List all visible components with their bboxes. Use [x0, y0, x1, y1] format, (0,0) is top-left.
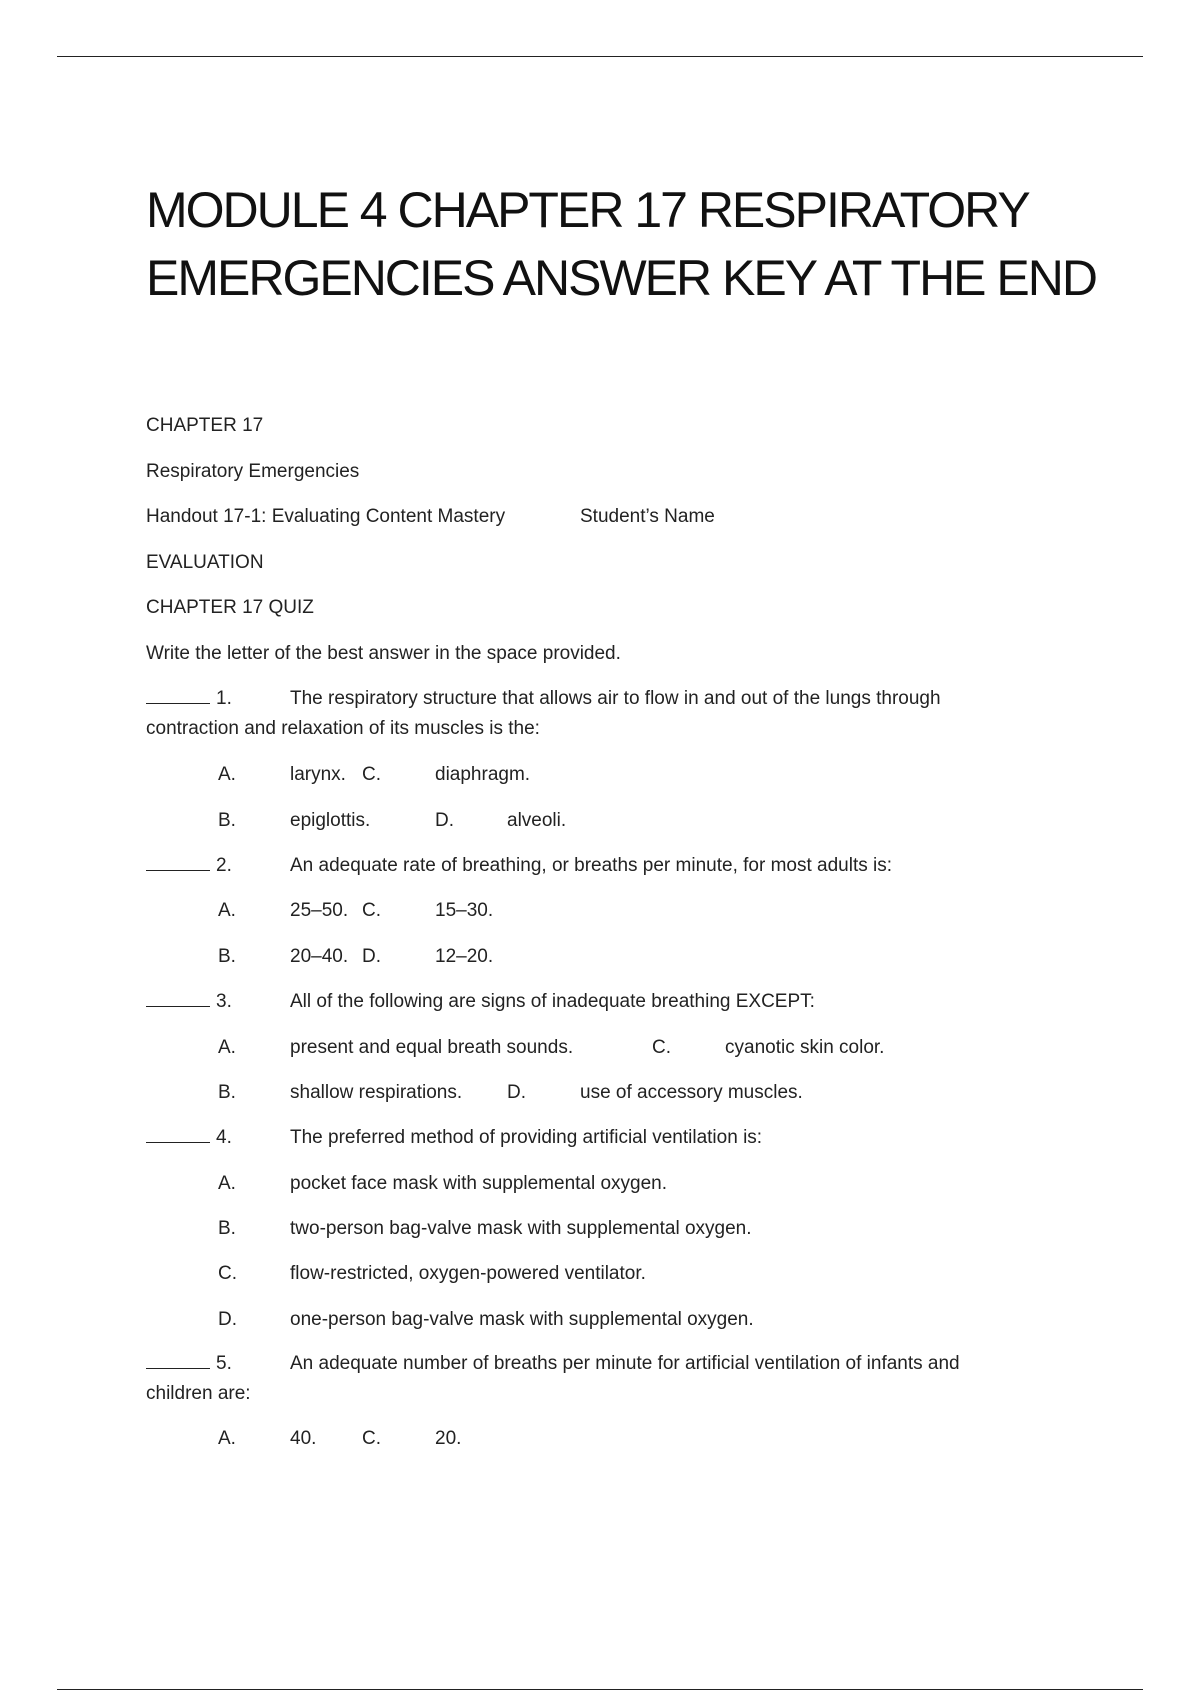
- question-5-text: An adequate number of breaths per minute for artificial ventilation of infants and: [290, 1353, 960, 1374]
- question-3-option-a: present and equal breath sounds.: [290, 1037, 574, 1058]
- option-letter: C.: [218, 1263, 237, 1284]
- question-2-text: An adequate rate of breathing, or breaths per minute, for most adults is:: [290, 855, 893, 876]
- option-letter: B.: [218, 946, 236, 967]
- instructions: Write the letter of the best answer in the space provided.: [146, 643, 621, 664]
- option-letter: D.: [435, 810, 454, 831]
- question-1-text-continued: contraction and relaxation of its muscles is the:: [146, 718, 540, 739]
- option-letter: B.: [218, 810, 236, 831]
- option-letter: D.: [362, 946, 381, 967]
- top-rule: [57, 56, 1143, 57]
- question-number: 1.: [216, 688, 232, 709]
- bottom-rule: [57, 1689, 1143, 1690]
- option-letter: D.: [218, 1309, 237, 1330]
- question-3-text: All of the following are signs of inadequate breathing EXCEPT:: [290, 991, 815, 1012]
- subject-label: Respiratory Emergencies: [146, 461, 360, 482]
- option-letter: A.: [218, 1428, 236, 1449]
- section-label: EVALUATION: [146, 552, 264, 573]
- question-3-option-d: use of accessory muscles.: [580, 1082, 803, 1103]
- option-letter: C.: [362, 1428, 381, 1449]
- question-3-blank[interactable]: [146, 990, 232, 1014]
- option-letter: A.: [218, 764, 236, 785]
- question-1-option-d: alveoli.: [507, 810, 567, 831]
- question-4-option-b: two-person bag-valve mask with supplemental oxygen.: [290, 1218, 752, 1239]
- question-5-blank[interactable]: [146, 1352, 232, 1376]
- question-number: 3.: [216, 991, 232, 1012]
- question-4-blank[interactable]: [146, 1126, 232, 1150]
- option-letter: B.: [218, 1082, 236, 1103]
- question-1-option-a: larynx.: [290, 764, 346, 785]
- title-line-1: MODULE 4 CHAPTER 17 RESPIRATORY: [146, 182, 1029, 238]
- question-5-option-a: 40.: [290, 1428, 317, 1449]
- question-3-option-b: shallow respirations.: [290, 1082, 463, 1103]
- option-letter: A.: [218, 1173, 236, 1194]
- question-2-option-b: 20–40.: [290, 946, 349, 967]
- question-5-text-continued: children are:: [146, 1383, 251, 1404]
- question-4-option-a: pocket face mask with supplemental oxygen.: [290, 1173, 668, 1194]
- option-letter: D.: [507, 1082, 526, 1103]
- question-number: 4.: [216, 1127, 232, 1148]
- question-2-option-a: 25–50.: [290, 900, 349, 921]
- chapter-label: CHAPTER 17: [146, 415, 264, 436]
- question-4-option-d: one-person bag-valve mask with supplemental oxygen.: [290, 1309, 754, 1330]
- question-3-option-c: cyanotic skin color.: [725, 1037, 885, 1058]
- option-letter: C.: [362, 764, 381, 785]
- option-letter: C.: [362, 900, 381, 921]
- question-1-text: The respiratory structure that allows air to flow in and out of the lungs through: [290, 688, 941, 709]
- question-1-blank[interactable]: [146, 687, 232, 711]
- question-2-option-d: 12–20.: [435, 946, 494, 967]
- option-letter: B.: [218, 1218, 236, 1239]
- question-5-option-c: 20.: [435, 1428, 462, 1449]
- option-letter: A.: [218, 1037, 236, 1058]
- question-4-option-c: flow-restricted, oxygen-powered ventilator.: [290, 1263, 646, 1284]
- question-2-blank[interactable]: [146, 854, 232, 878]
- question-1-option-b: epiglottis.: [290, 810, 371, 831]
- question-1-option-c: diaphragm.: [435, 764, 531, 785]
- quiz-title: CHAPTER 17 QUIZ: [146, 597, 314, 618]
- option-letter: A.: [218, 900, 236, 921]
- question-2-option-c: 15–30.: [435, 900, 494, 921]
- question-4-text: The preferred method of providing artificial ventilation is:: [290, 1127, 763, 1148]
- page-title: [146, 176, 1146, 312]
- student-name-label: Student’s Name: [580, 506, 715, 527]
- title-line-2: EMERGENCIES ANSWER KEY AT THE END: [146, 250, 1096, 306]
- option-letter: C.: [652, 1037, 671, 1058]
- question-number: 2.: [216, 855, 232, 876]
- handout-label: Handout 17-1: Evaluating Content Mastery: [146, 506, 506, 527]
- question-number: 5.: [216, 1353, 232, 1374]
